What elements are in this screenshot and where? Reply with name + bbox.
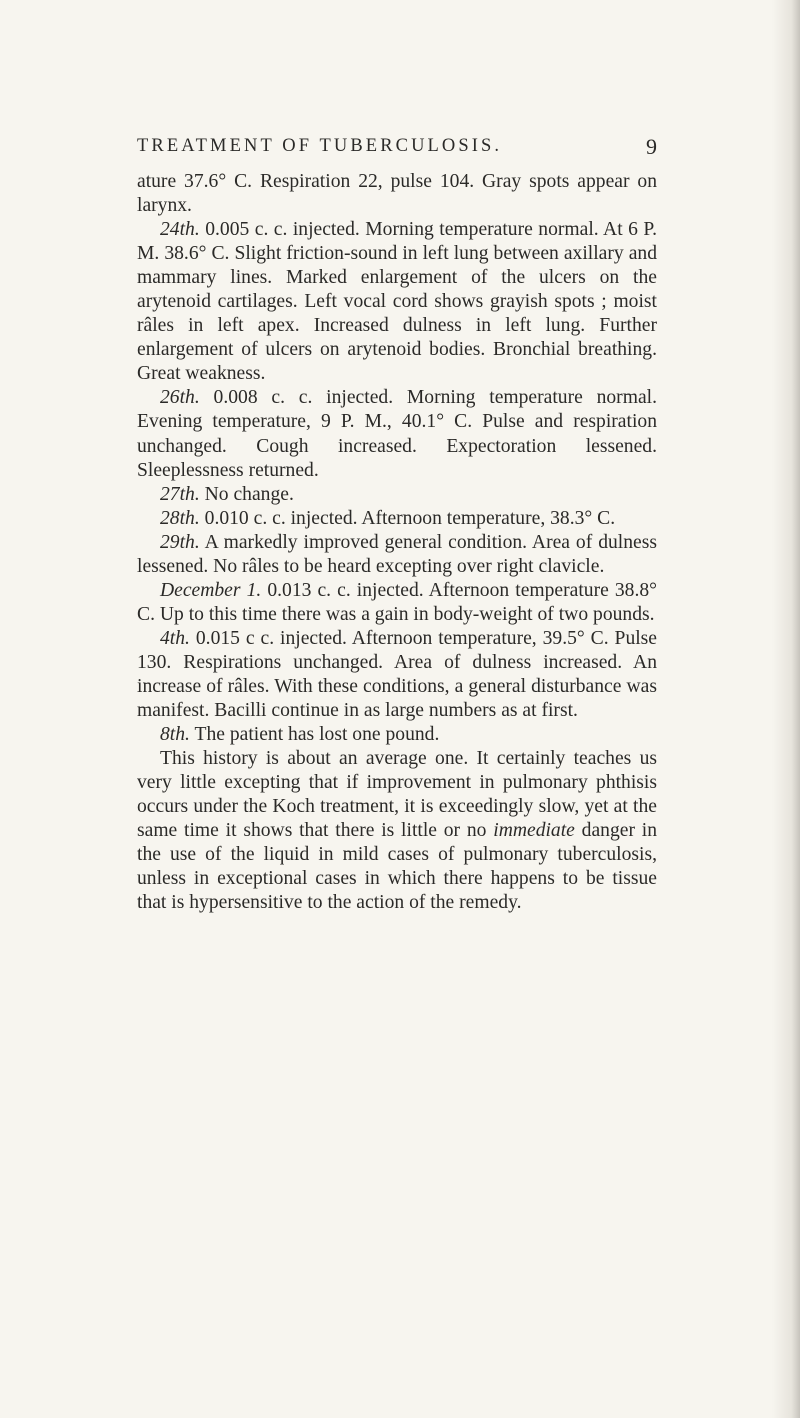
page-header: [137, 136, 657, 166]
entry-8th: [137, 723, 657, 747]
entry-date-label: 27th.: [160, 483, 200, 505]
entry-text: 0.010 c. c. injected. Afternoon temperature, 38.3° C.: [204, 507, 616, 529]
entry-26th: [137, 386, 657, 482]
entry-date-label: 29th.: [160, 531, 200, 553]
entry-text: 0.013 c. c. injected. Afternoon temperature 38.8° C. Up to this time there was a gain in body-weight of two pounds.: [137, 579, 657, 625]
closing-paragraph: [137, 747, 657, 915]
entry-text: No change.: [204, 483, 294, 505]
entry-date-label: December 1.: [160, 579, 262, 601]
entry-28th: [137, 507, 657, 531]
closing-text-after: danger in the use of the liquid in mild cases of pulmonary tuberculosis, unless in exceptional cases in which there happens to be tissue that is hypersensitive to the action of the remedy.: [137, 820, 657, 914]
entry-date-label: 8th.: [160, 724, 190, 746]
entry-29th: [137, 531, 657, 579]
entry-date-label: 28th.: [160, 507, 200, 529]
entry-text: A markedly improved general condition. Area of dulness lessened. No râles to be heard excepting over right clavicle.: [137, 531, 657, 577]
page-number: 9: [646, 134, 657, 159]
entry-4th: [137, 627, 657, 723]
paragraph-text: ature 37.6° C. Respiration 22, pulse 104. Gray spots appear on larynx.: [137, 171, 657, 217]
entry-27th: [137, 483, 657, 507]
entry-date-label: 4th.: [160, 627, 190, 649]
entry-december-1: [137, 579, 657, 627]
entry-24th: [137, 218, 657, 386]
closing-emphasis: immediate: [493, 820, 575, 842]
entry-text: The patient has lost one pound.: [194, 724, 440, 746]
entry-text: 0.005 c. c. injected. Morning temperature normal. At 6 P. M. 38.6° C. Slight friction-sound in left lung between axillary and mammary lines. Marked enlargement of the ulcers on the arytenoid cartilages. Left vocal cord shows grayish spots ; moist râles in left apex. Increased dulness in left lung. Further enlargement of ulcers on arytenoid bodies. Bronchial breathing. Great weakness.: [137, 219, 657, 385]
page-edge-shadow: [772, 0, 800, 1418]
running-head: TREATMENT OF TUBERCULOSIS.: [137, 136, 503, 156]
entry-date-label: 24th.: [160, 219, 200, 241]
body-text: [137, 170, 657, 915]
entry-date-label: 26th.: [160, 387, 200, 409]
entry-text: 0.008 c. c. injected. Morning temperature normal. Evening temperature, 9 P. M., 40.1° C. Pulse and respiration unchanged. Cough increased. Expectoration lessened. Sleeplessness returned.: [137, 387, 657, 481]
closing-text-before: This history is about an average one. It certainly teaches us very little excepting that if improvement in pulmonary phthisis occurs under the Koch treatment, it is exceedingly slow, yet at the same time it shows that there is little or no: [137, 748, 657, 842]
paragraph-continuation: [137, 170, 657, 218]
entry-text: 0.015 c c. injected. Afternoon temperature, 39.5° C. Pulse 130. Respirations unchanged. Area of dulness increased. An increase of râles. With these conditions, a general disturbance was manifest. Bacilli continue in as large numbers as at first.: [137, 627, 658, 722]
